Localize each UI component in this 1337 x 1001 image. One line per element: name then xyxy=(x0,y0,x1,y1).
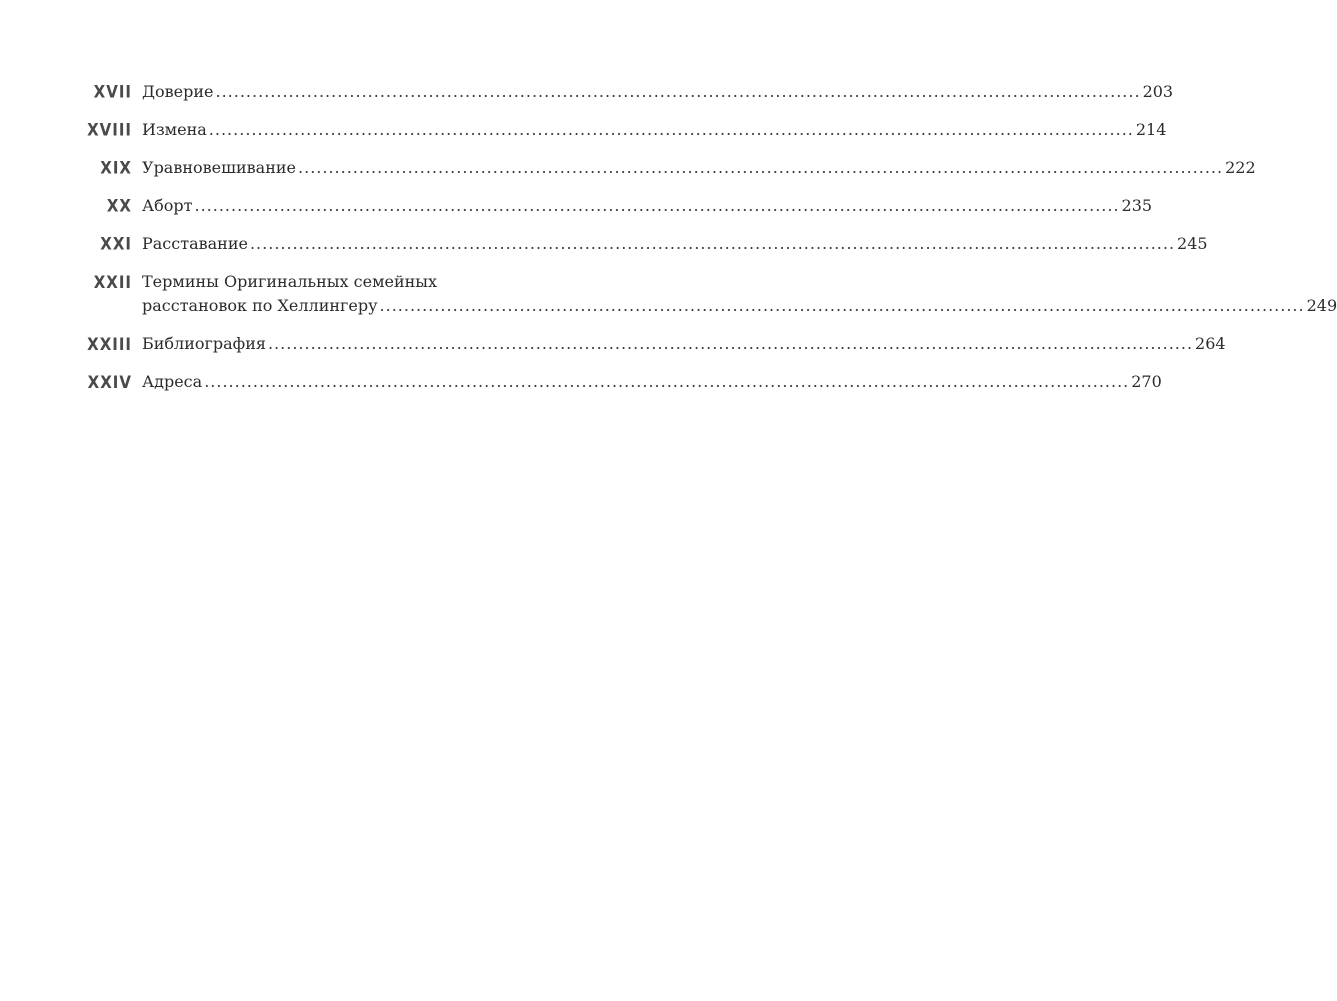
chapter-numeral: XIX xyxy=(100,157,132,179)
toc-entry[interactable] xyxy=(80,156,1256,180)
chapter-title: Библиография xyxy=(142,334,266,353)
chapter-title: Уравновешивание xyxy=(142,158,297,177)
chapter-numeral: XXIII xyxy=(87,333,132,355)
chapter-numeral: XXIV xyxy=(87,371,132,393)
chapter-title: Расставание xyxy=(142,234,248,253)
page-number: 270 xyxy=(1131,372,1162,391)
toc-entry[interactable] xyxy=(80,80,1174,104)
dot-leader xyxy=(268,332,1193,356)
page-number: 203 xyxy=(1142,82,1174,101)
table-of-contents xyxy=(80,80,1337,408)
page-number: 245 xyxy=(1177,234,1208,253)
chapter-numeral: XXI xyxy=(100,233,132,255)
page-number: 249 xyxy=(1306,296,1337,315)
dot-leader xyxy=(216,80,1141,104)
chapter-numeral: XX xyxy=(106,195,132,217)
chapter-title: Измена xyxy=(142,120,207,139)
chapter-title: Аборт xyxy=(142,196,193,215)
chapter-numeral: XVIII xyxy=(87,119,132,141)
dot-leader xyxy=(380,294,1305,318)
toc-entry[interactable] xyxy=(80,270,1337,318)
chapter-title: Доверие xyxy=(142,82,214,101)
page-number: 235 xyxy=(1121,196,1153,215)
dot-leader xyxy=(250,232,1175,256)
chapter-title: Адреса xyxy=(142,372,203,391)
chapter-title-line-1: Термины Оригинальных семейных xyxy=(142,272,438,291)
dot-leader xyxy=(204,370,1129,394)
toc-entry[interactable] xyxy=(80,194,1153,218)
chapter-title-line-2: расстановок по Хеллингеру xyxy=(142,296,378,315)
page-number: 214 xyxy=(1135,120,1167,139)
toc-entry[interactable] xyxy=(80,370,1162,394)
page-number: 222 xyxy=(1225,158,1256,177)
toc-entry[interactable] xyxy=(80,232,1208,256)
toc-entry[interactable] xyxy=(80,118,1167,142)
page-number: 264 xyxy=(1195,334,1226,353)
dot-leader xyxy=(209,118,1134,142)
toc-entry[interactable] xyxy=(80,332,1226,356)
chapter-numeral: XXII xyxy=(93,271,132,293)
chapter-numeral: XVII xyxy=(93,81,132,103)
dot-leader xyxy=(298,156,1223,180)
dot-leader xyxy=(194,194,1119,218)
